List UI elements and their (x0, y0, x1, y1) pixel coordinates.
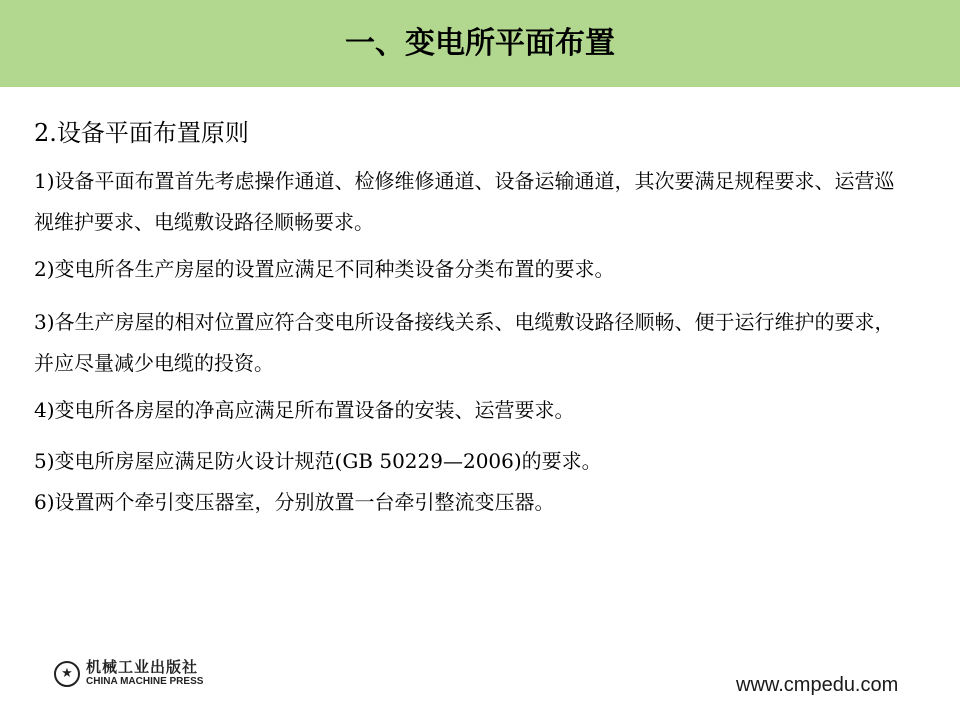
list-item-6: 6)设置两个牵引变压器室，分别放置一台牵引整流变压器。 (34, 490, 555, 514)
list-item-3: 3)各生产房屋的相对位置应符合变电所设备接线关系、电缆敷设路径顺畅、便于运行维护的要求，并应尽量减少电缆的投资。 (34, 310, 895, 375)
section-heading: 2.设备平面布置原则 (34, 119, 249, 147)
publisher-name-en: CHINA MACHINE PRESS (86, 676, 204, 687)
list-item-5: 5)变电所房屋应满足防火设计规范(GB 50229—2006)的要求。 (34, 449, 602, 473)
website-url: www.cmpedu.com (736, 674, 899, 696)
list-item-1: 1)设备平面布置首先考虑操作通道、检修维修通道、设备运输通道，其次要满足规程要求、运营巡视维护要求、电缆敷设路径顺畅要求。 (34, 169, 895, 234)
list-item-2: 2)变电所各生产房屋的设置应满足不同种类设备分类布置的要求。 (34, 257, 615, 281)
publisher-logo-icon: ★ (54, 661, 80, 687)
slide-title: 一、变电所平面布置 (345, 26, 615, 61)
list-item-4: 4)变电所各房屋的净高应满足所布置设备的安装、运营要求。 (34, 398, 575, 422)
publisher-name-cn: 机械工业出版社 (86, 658, 199, 676)
publisher-logo-text (86, 659, 203, 688)
publisher-logo (54, 659, 203, 688)
